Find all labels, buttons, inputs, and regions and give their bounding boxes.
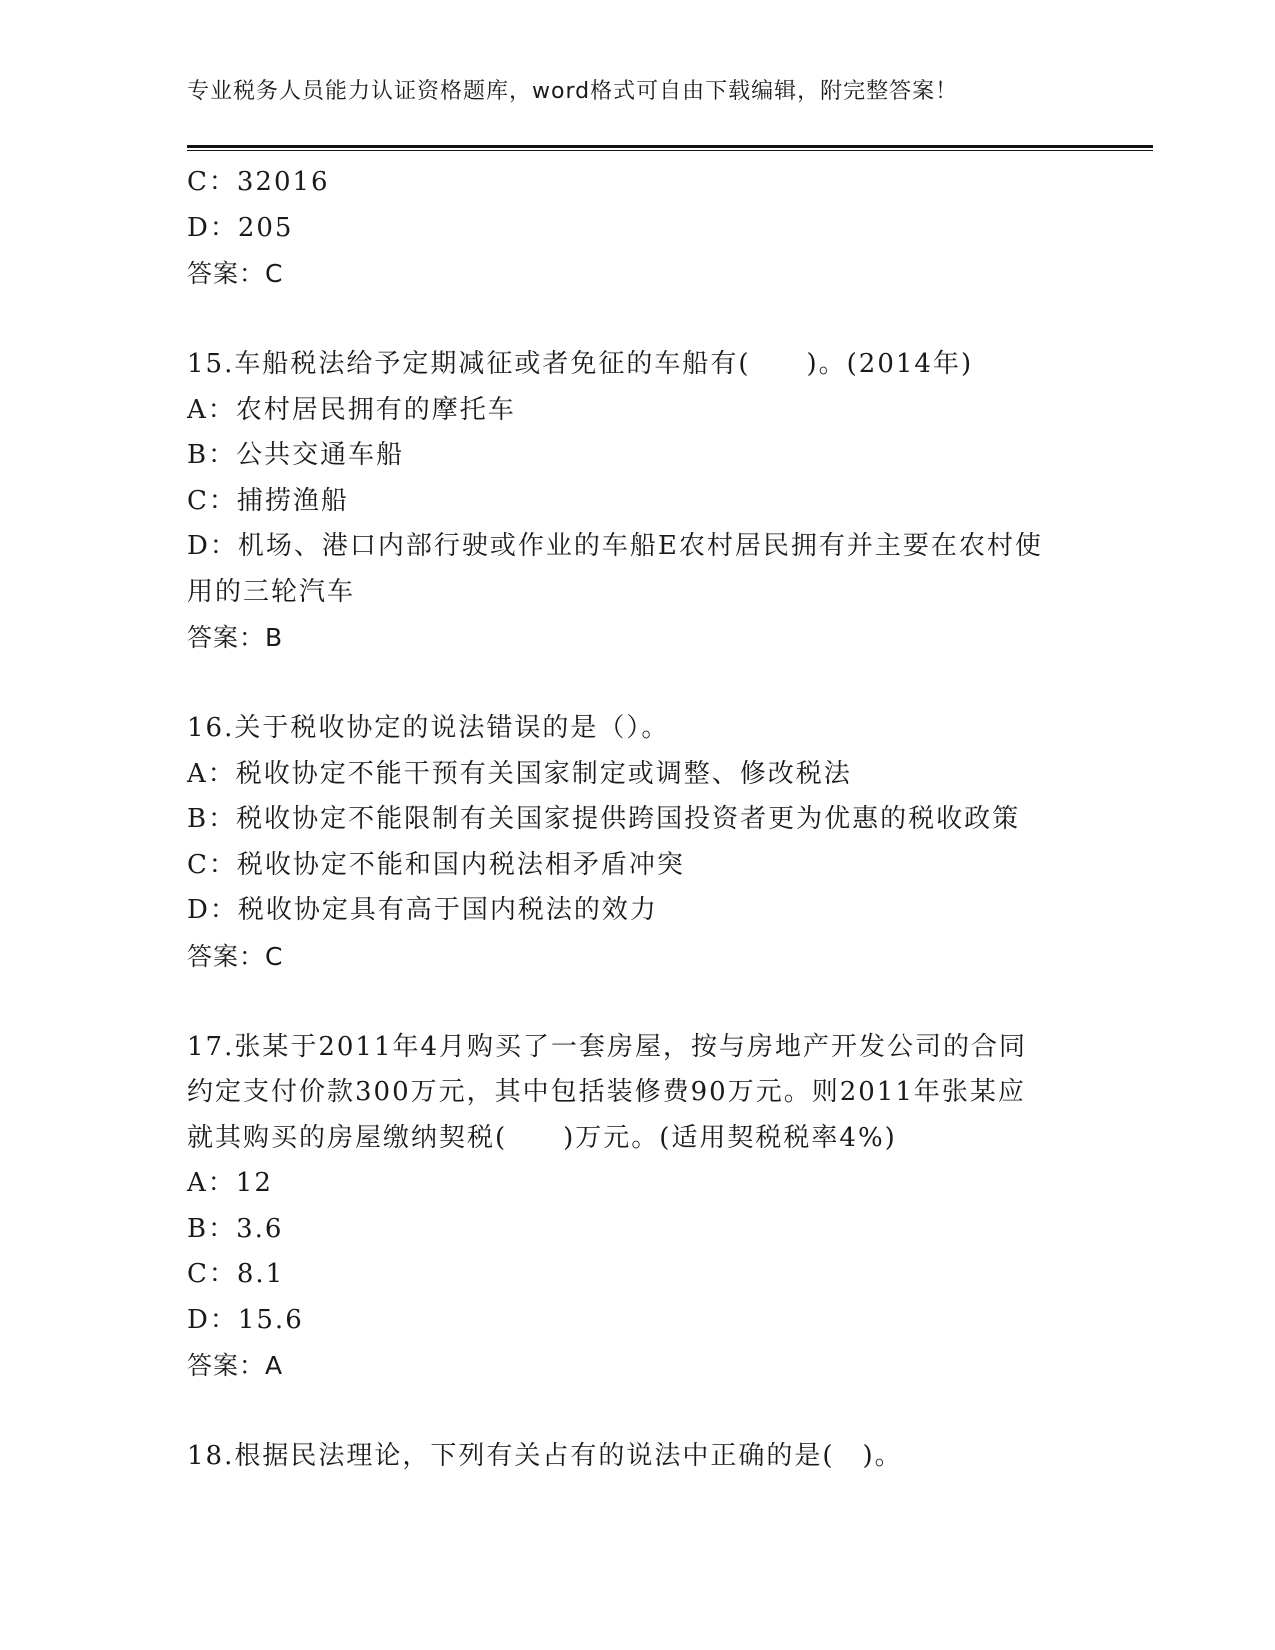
question-18: [187, 1434, 1087, 1480]
option-d: D：机场、港口内部行驶或作业的车船E农村居民拥有并主要在农村使: [187, 531, 1043, 561]
option-c: C：捕捞渔船: [187, 485, 349, 516]
header-divider-thick: [187, 145, 1153, 148]
page-header: 专业税务人员能力认证资格题库，word格式可自由下载编辑，附完整答案！: [187, 79, 959, 104]
question-16: [187, 706, 1087, 979]
question-15: [187, 342, 1087, 661]
option-c: C：32016: [187, 167, 330, 197]
question-17: [187, 1025, 1087, 1389]
answer: 答案：C: [187, 259, 284, 288]
question-text: 17.张某于2011年4月购买了一套房屋，按与房地产开发公司的合同: [187, 1031, 1028, 1062]
question-text: 18.根据民法理论，下列有关占有的说法中正确的是( )。: [187, 1441, 903, 1471]
question-content: [187, 160, 1087, 1480]
question-14-tail: [187, 160, 1087, 297]
option-d-continued: 用的三轮汽车: [187, 576, 356, 607]
question-text-continued: 就其购买的房屋缴纳契税( )万元。(适用契税税率4%): [187, 1122, 897, 1153]
answer: 答案：B: [187, 623, 284, 652]
option-d: D：205: [187, 212, 294, 243]
header-divider-thin: [187, 150, 1153, 151]
option-a: A：农村居民拥有的摩托车: [187, 394, 516, 425]
option-a: A：税收协定不能干预有关国家制定或调整、修改税法: [187, 758, 852, 789]
option-c: C：8.1: [187, 1259, 285, 1289]
answer: 答案：C: [187, 941, 284, 971]
option-c: C：税收协定不能和国内税法相矛盾冲突: [187, 849, 685, 880]
answer: 答案：A: [187, 1351, 284, 1380]
option-d: D：税收协定具有高于国内税法的效力: [187, 895, 658, 925]
question-text: 15.车船税法给予定期减征或者免征的车船有( )。(2014年): [187, 349, 974, 379]
question-text: 16.关于税收协定的说法错误的是（）。: [187, 713, 670, 743]
option-b: B：3.6: [187, 1213, 284, 1244]
question-text-continued: 约定支付价款300万元，其中包括装修费90万元。则2011年张某应: [187, 1077, 1026, 1107]
option-a: A：12: [187, 1168, 273, 1198]
option-b: B：税收协定不能限制有关国家提供跨国投资者更为优惠的税收政策: [187, 804, 1021, 834]
option-b: B：公共交通车船: [187, 440, 405, 470]
option-d: D：15.6: [187, 1304, 304, 1335]
